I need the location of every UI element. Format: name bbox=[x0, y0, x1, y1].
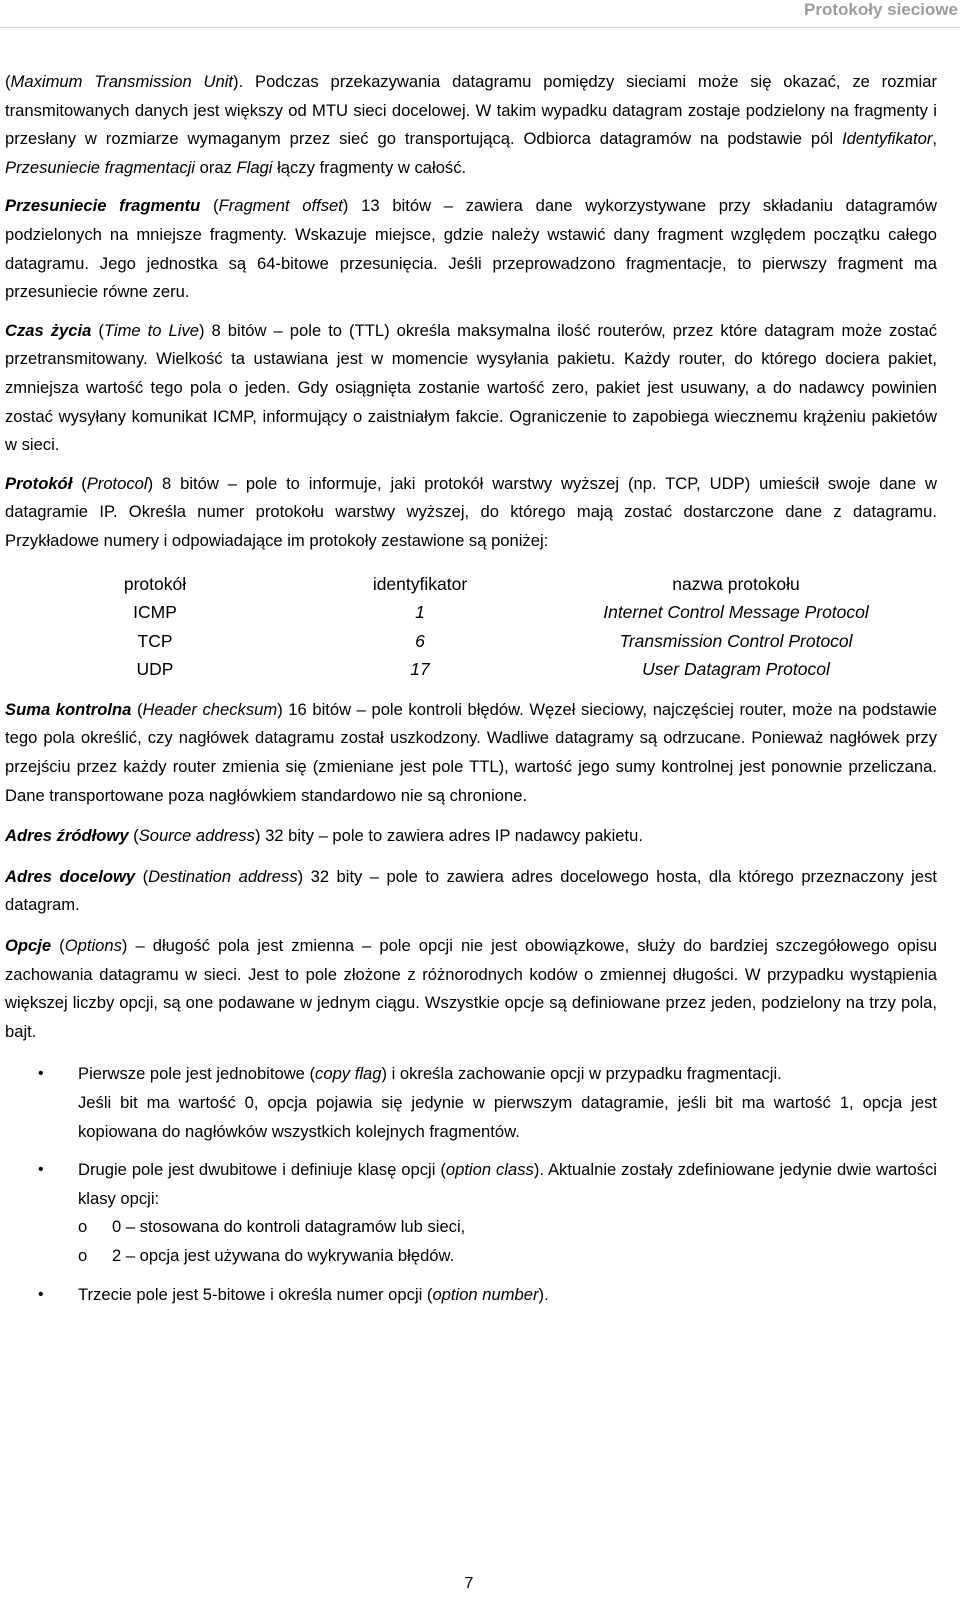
term-suma-kontrolna: Suma kontrolna bbox=[5, 699, 132, 719]
document-body bbox=[5, 68, 937, 1319]
list-item-text bbox=[78, 1060, 937, 1089]
term-english: Header checksum bbox=[142, 699, 278, 719]
bullet-marker: • bbox=[38, 1161, 44, 1179]
term-english: Fragment offset bbox=[218, 196, 343, 216]
text: ( bbox=[131, 699, 143, 719]
text: ) i określa zachowanie opcji w przypadku fragmentacji. bbox=[381, 1064, 782, 1084]
paragraph-checksum bbox=[5, 696, 937, 810]
paragraph-fragment-offset bbox=[5, 192, 937, 306]
paragraph-source-address bbox=[5, 822, 937, 851]
sublist-text: 2 – opcja jest używana do wykrywania błędów. bbox=[112, 1245, 455, 1265]
term-protokol: Protokół bbox=[5, 473, 73, 493]
table-cell: Internet Control Message Protocol bbox=[603, 602, 869, 623]
list-item-text bbox=[78, 1156, 937, 1213]
list-item bbox=[5, 1281, 937, 1310]
text: ) 32 bity – pole to zawiera adres docelowego hosta, dla którego przeznaczony jest datagram. bbox=[5, 866, 937, 915]
page-number: 7 bbox=[464, 1575, 474, 1592]
paragraph-destination-address bbox=[5, 863, 937, 920]
table-cell: 17 bbox=[410, 659, 430, 680]
term-adres-docelowy: Adres docelowy bbox=[5, 866, 136, 886]
text: ( bbox=[51, 936, 65, 956]
term-option-number: option number bbox=[432, 1284, 539, 1304]
table-cell: Transmission Control Protocol bbox=[619, 630, 853, 651]
table-row bbox=[5, 598, 937, 627]
table-cell: 6 bbox=[415, 630, 425, 651]
text: , bbox=[932, 129, 937, 149]
options-bullet-list bbox=[5, 1060, 937, 1309]
term-copy-flag: copy flag bbox=[315, 1064, 382, 1084]
paragraph-options bbox=[5, 932, 937, 1046]
text: ) 8 bitów – pole to (TTL) określa maksymalna ilość routerów, przez które datagram może zostać przetransmitowany. Wielkość ta ustawiana jest w momencie wysyłania pakietu. Każdy router, do którego dociera pakiet, zmniejsza wartość tego pola o jeden. Gdy osiągnięta zostanie wartość zero, pakiet jest usuwany, a do nadawcy powinien zostać wysyłany komunikat ICMP, informujący o zaistniałym fakcie. Ograniczenie to zapobiega wiecznemu krążeniu pakietów w sieci. bbox=[5, 320, 937, 455]
text: ). bbox=[538, 1284, 549, 1304]
text: ( bbox=[135, 866, 149, 886]
term-english: Time to Live bbox=[103, 320, 199, 340]
list-item-text: Jeśli bit ma wartość 0, opcja pojawia się jedynie w pierwszym datagramie, jeśli bit ma wartość 1, opcja jest kopiowana do nagłówków wszystkich kolejnych fragmentów. bbox=[78, 1093, 937, 1141]
column-header: nazwa protokołu bbox=[672, 573, 800, 594]
table-row bbox=[5, 627, 937, 656]
term-adres-zrodlowy: Adres źródłowy bbox=[5, 826, 129, 846]
sub-bullet-marker: o bbox=[78, 1217, 88, 1237]
table-cell: UDP bbox=[136, 659, 174, 680]
text: ( bbox=[72, 473, 87, 493]
field-flagi: Flagi bbox=[236, 157, 273, 177]
table-cell: TCP bbox=[137, 630, 173, 651]
table-cell: User Datagram Protocol bbox=[642, 659, 830, 680]
term-przesuniecie-fragmentu: Przesuniecie fragmentu bbox=[5, 196, 201, 216]
term-english: Source address bbox=[138, 826, 255, 846]
text: Pierwsze pole jest jednobitowe ( bbox=[78, 1064, 316, 1084]
page-header bbox=[0, 0, 960, 30]
term-english: Options bbox=[64, 936, 122, 956]
header-title: Protokoły sieciowe bbox=[804, 0, 958, 19]
option-class-sublist bbox=[78, 1213, 937, 1270]
text: ( bbox=[200, 196, 219, 216]
bullet-marker: • bbox=[38, 1285, 44, 1303]
column-header: protokół bbox=[123, 573, 187, 594]
text: ( bbox=[128, 826, 139, 846]
term-czas-zycia: Czas życia bbox=[5, 320, 92, 340]
table-row bbox=[5, 655, 937, 684]
paragraph-mtu bbox=[5, 68, 937, 182]
paragraph-ttl bbox=[5, 317, 937, 460]
text: ) 16 bitów – pole kontroli błędów. Węzeł sieciowy, najczęściej router, może na podstawie tego pola określić, czy nagłówek datagramu został uszkodzony. Wadliwe datagramy są odrzucane. Ponieważ nagłówek przy przejściu przez każdy router zmienia się (zmieniane jest pole TTL), wartość jego sumy kontrolnej jest ponownie przeliczana. Dane transportowane poza nagłówkiem standardowo nie są chronione. bbox=[5, 699, 937, 805]
list-item-text bbox=[78, 1281, 937, 1310]
sublist-text: 0 – stosowana do kontroli datagramów lub sieci, bbox=[112, 1217, 466, 1237]
text: ). Podczas przekazywania datagramu pomiędzy sieciami może się okazać, ze rozmiar transmitowanych danych jest większy od MTU sieci docelowej. W takim wypadku datagram zostaje podzielony na fragmenty i przesłany w rozmiarze wymaganym przez sieć go transportującą. Odbiorca datagramów na podstawie pól bbox=[5, 72, 937, 149]
list-item bbox=[5, 1060, 937, 1146]
term-english: Destination address bbox=[148, 866, 298, 886]
term-opcje: Opcje bbox=[5, 936, 52, 956]
text: ). Aktualnie zostały zdefiniowane jedynie dwie wartości klasy opcji: bbox=[78, 1160, 937, 1208]
text: Drugie pole jest dwubitowe i definiuje klasę opcji ( bbox=[78, 1160, 446, 1180]
sublist-item bbox=[38, 1213, 937, 1242]
column-header: identyfikator bbox=[372, 573, 468, 594]
table-cell: 1 bbox=[415, 602, 425, 623]
sublist-item bbox=[38, 1242, 937, 1271]
text: ( bbox=[5, 72, 11, 91]
text: ) 32 bity – pole to zawiera adres IP nadawcy pakietu. bbox=[254, 826, 643, 846]
text: ) 13 bitów – zawiera dane wykorzystywane przy składaniu datagramów podzielonych na mniejsze fragmenty. Wskazuje miejsce, gdzie należy wstawić dany fragment względem początku całego datagramu. Jego jednostka są 64-bitowe przesunięcia. Jeśli przeprowadzono fragmentacje, to pierwszy fragment ma przesuniecie równe zeru. bbox=[5, 196, 937, 302]
text: Trzecie pole jest 5-bitowe i określa numer opcji ( bbox=[78, 1284, 433, 1304]
term-option-class: option class bbox=[445, 1160, 534, 1180]
text: ) 8 bitów – pole to informuje, jaki protokół warstwy wyższej (np. TCP, UDP) umieścił swoje dane w datagramie IP. Określa numer protokołu warstwy wyższej, do którego mają zostać dostarczone dane z datagramu. Przykładowe numery i odpowiadające im protokoły zestawione są poniżej: bbox=[5, 473, 937, 550]
text: łączy fragmenty w całość. bbox=[272, 157, 467, 177]
list-item bbox=[5, 1156, 937, 1270]
protocol-table bbox=[5, 570, 937, 684]
field-identyfikator: Identyfikator bbox=[841, 129, 933, 149]
mtu-term: Maximum Transmission Unit bbox=[10, 72, 234, 91]
header-divider bbox=[0, 27, 960, 28]
text: ) – długość pola jest zmienna – pole opcji nie jest obowiązkowe, służy do bardziej szczegółowego opisu zachowania datagramu w sieci. Jest to pole złożone z różnorodnych kodów o zmiennej długości. W przypadku wystąpienia większej liczby opcji, są one podawane w jednym ciągu. Wszystkie opcje są definiowane przez jeden, podzielony na trzy pola, bajt. bbox=[5, 936, 937, 1041]
text: oraz bbox=[195, 157, 237, 177]
bullet-marker: • bbox=[38, 1065, 44, 1083]
table-cell: ICMP bbox=[133, 602, 177, 623]
field-przesuniecie: Przesuniecie fragmentacji bbox=[5, 157, 195, 177]
term-english: Protocol bbox=[86, 473, 148, 493]
table-header-row bbox=[5, 570, 937, 599]
text: ( bbox=[91, 320, 104, 340]
paragraph-protocol bbox=[5, 470, 937, 556]
sub-bullet-marker: o bbox=[78, 1245, 88, 1265]
